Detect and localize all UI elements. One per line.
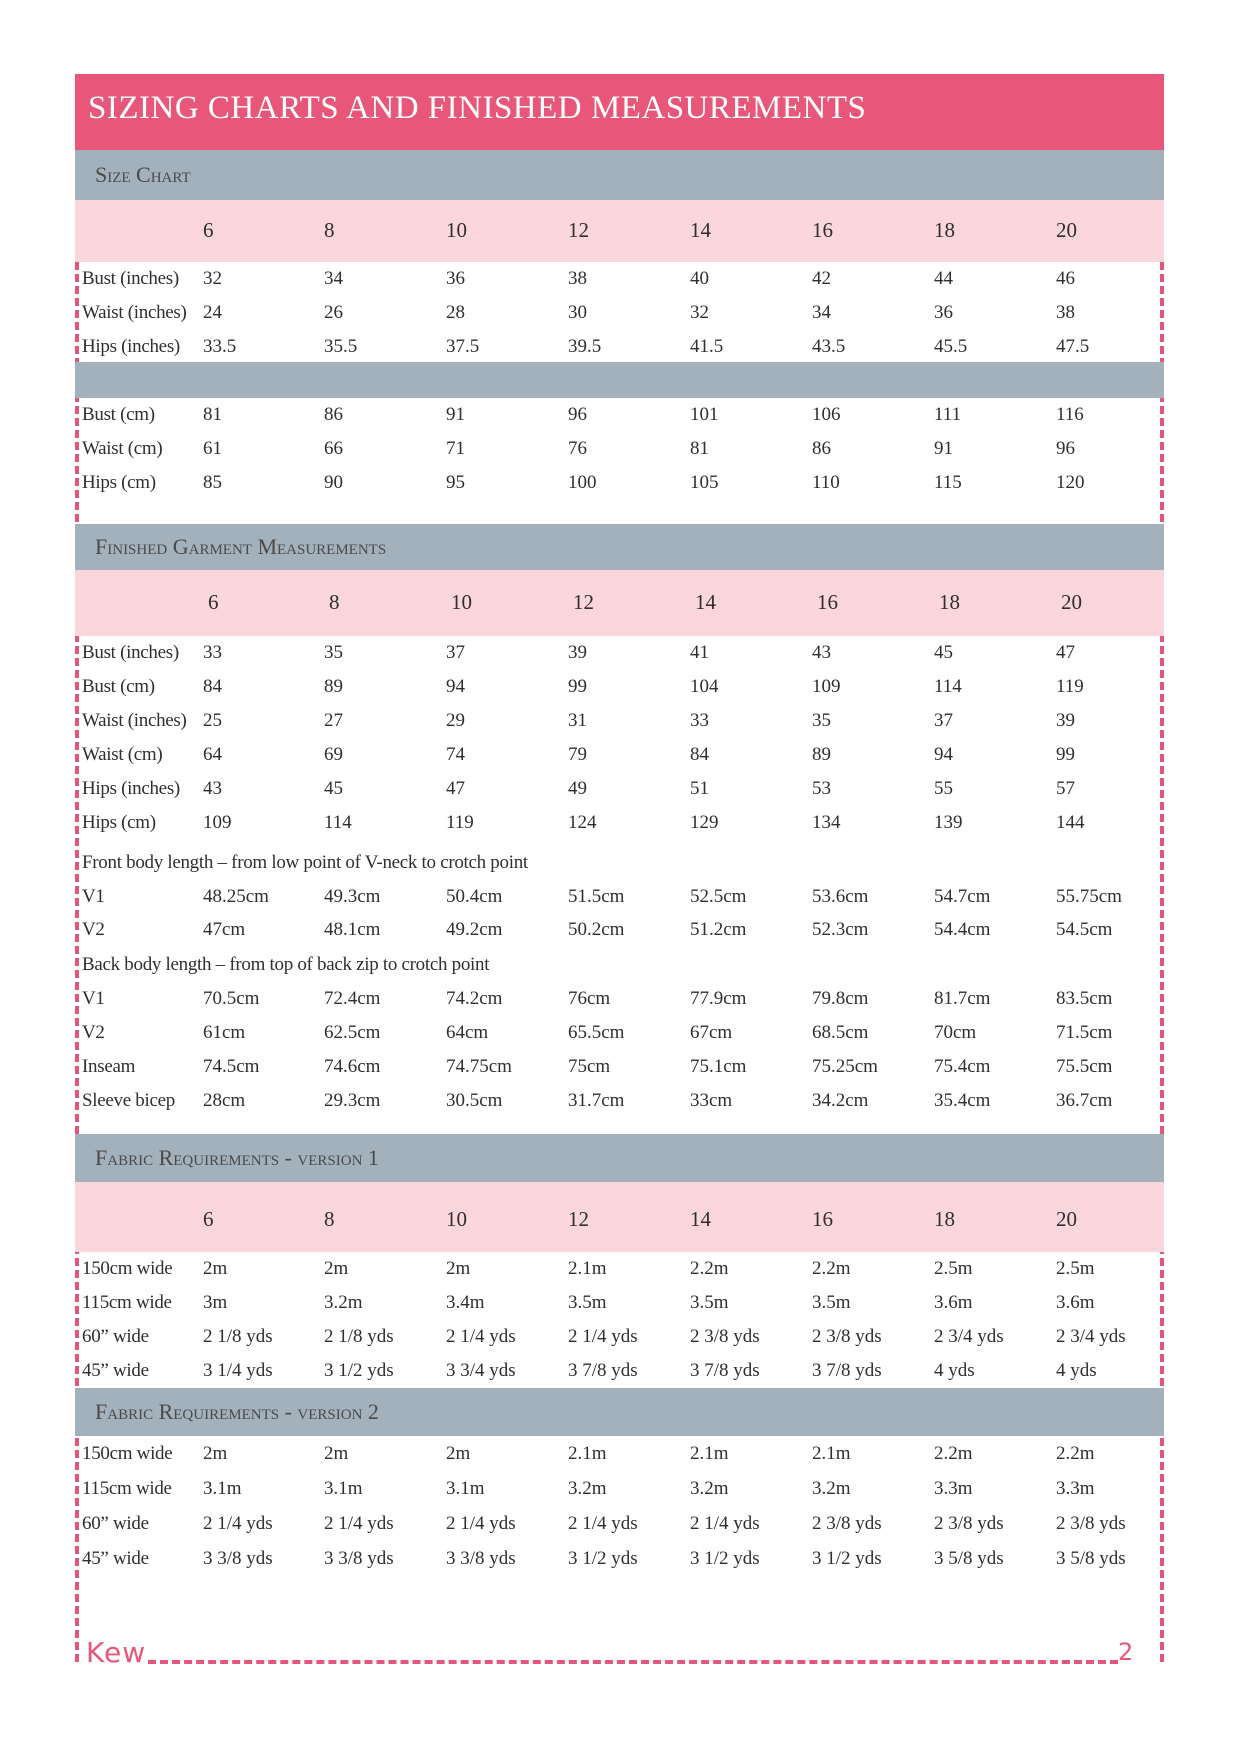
table-cell: 90 xyxy=(324,472,343,493)
section-header-finished xyxy=(75,524,1164,570)
table-cell: 29 xyxy=(446,710,465,731)
size-label: 8 xyxy=(324,218,335,242)
table-cell: 42 xyxy=(812,268,831,289)
table-cell: 33.5 xyxy=(203,336,237,357)
table-cell: 30.5cm xyxy=(446,1090,503,1111)
table-cell: 2 1/4 yds xyxy=(690,1513,760,1534)
table-cell: 3.2m xyxy=(324,1292,363,1313)
row-label: 115cm wide xyxy=(82,1292,172,1313)
table-cell: 3m xyxy=(203,1292,228,1313)
size-label: 6 xyxy=(203,218,214,242)
table-cell: 35.5 xyxy=(324,336,358,357)
table-cell: 2.2m xyxy=(690,1258,729,1279)
table-cell: 28cm xyxy=(203,1090,246,1111)
table-cell: 75.5cm xyxy=(1056,1056,1113,1077)
row-label: Inseam xyxy=(82,1056,136,1077)
table-cell: 53.6cm xyxy=(812,886,869,907)
table-cell: 119 xyxy=(446,812,474,833)
table-cell: 74.75cm xyxy=(446,1056,512,1077)
table-cell: 3 1/2 yds xyxy=(324,1360,394,1381)
table-cell: 31 xyxy=(568,710,587,731)
table-cell: 129 xyxy=(690,812,719,833)
size-label: 20 xyxy=(1061,590,1082,614)
table-cell: 86 xyxy=(324,404,343,425)
row-label: Sleeve bicep xyxy=(82,1090,175,1111)
dashed-border-left xyxy=(75,262,79,1662)
table-cell: 3 3/8 yds xyxy=(203,1548,273,1569)
table-cell: 2 1/8 yds xyxy=(324,1326,394,1347)
size-header-row xyxy=(75,200,1164,262)
table-cell: 27 xyxy=(324,710,343,731)
table-cell: 4 yds xyxy=(934,1360,975,1381)
row-label: V1 xyxy=(82,886,105,907)
table-cell: 83.5cm xyxy=(1056,988,1113,1009)
table-cell: 54.4cm xyxy=(934,919,991,940)
size-label: 18 xyxy=(934,218,955,242)
table-cell: 2.1m xyxy=(568,1443,607,1464)
table-cell: 50.2cm xyxy=(568,919,625,940)
table-cell: 70cm xyxy=(934,1022,977,1043)
table-cell: 94 xyxy=(446,676,465,697)
table-cell: 89 xyxy=(324,676,343,697)
row-label: Waist (inches) xyxy=(82,710,187,731)
row-label: 150cm wide xyxy=(82,1443,173,1464)
table-cell: 52.5cm xyxy=(690,886,747,907)
table-cell: 43 xyxy=(812,642,831,663)
table-cell: 77.9cm xyxy=(690,988,747,1009)
size-label: 14 xyxy=(690,218,711,242)
section-title: Size Chart xyxy=(95,162,191,187)
table-cell: 114 xyxy=(934,676,962,697)
row-label: Bust (inches) xyxy=(82,268,179,289)
table-cell: 36.7cm xyxy=(1056,1090,1113,1111)
table-cell: 45 xyxy=(934,642,953,663)
size-label: 14 xyxy=(695,590,716,614)
table-cell: 31.7cm xyxy=(568,1090,625,1111)
table-cell: 47cm xyxy=(203,919,246,940)
table-cell: 50.4cm xyxy=(446,886,503,907)
table-cell: 35 xyxy=(812,710,831,731)
table-cell: 47 xyxy=(446,778,465,799)
table-cell: 35.4cm xyxy=(934,1090,991,1111)
back-length-note: Back body length – from top of back zip to crotch point xyxy=(82,954,490,975)
table-cell: 61cm xyxy=(203,1022,246,1043)
table-cell: 33cm xyxy=(690,1090,733,1111)
table-cell: 3.5m xyxy=(690,1292,729,1313)
table-cell: 2 1/4 yds xyxy=(446,1513,516,1534)
table-cell: 32 xyxy=(690,302,709,323)
size-label: 18 xyxy=(934,1207,955,1231)
table-cell: 2 3/8 yds xyxy=(812,1326,882,1347)
table-cell: 36 xyxy=(934,302,953,323)
table-cell: 4 yds xyxy=(1056,1360,1097,1381)
pattern-name: Kew xyxy=(86,1636,147,1669)
table-cell: 35 xyxy=(324,642,343,663)
table-cell: 3 1/2 yds xyxy=(690,1548,760,1569)
page-number: 2 xyxy=(1118,1638,1134,1666)
table-cell: 39.5 xyxy=(568,336,602,357)
table-cell: 109 xyxy=(812,676,841,697)
row-label: 45” wide xyxy=(82,1360,149,1381)
size-label: 14 xyxy=(690,1207,711,1231)
table-cell: 3 7/8 yds xyxy=(568,1360,638,1381)
table-cell: 3 1/2 yds xyxy=(568,1548,638,1569)
row-label: 150cm wide xyxy=(82,1258,173,1279)
table-cell: 54.7cm xyxy=(934,886,991,907)
table-cell: 144 xyxy=(1056,812,1085,833)
table-cell: 44 xyxy=(934,268,953,289)
table-cell: 3.2m xyxy=(690,1478,729,1499)
table-cell: 115 xyxy=(934,472,962,493)
table-cell: 29.3cm xyxy=(324,1090,381,1111)
size-label: 10 xyxy=(446,218,467,242)
table-cell: 81 xyxy=(690,438,709,459)
dashed-border-bottom xyxy=(148,1660,1118,1664)
table-cell: 3.3m xyxy=(934,1478,973,1499)
table-cell: 2 3/8 yds xyxy=(812,1513,882,1534)
table-cell: 49.3cm xyxy=(324,886,381,907)
table-cell: 2 1/4 yds xyxy=(324,1513,394,1534)
table-cell: 49 xyxy=(568,778,587,799)
section-title: Finished Garment Measurements xyxy=(95,534,387,559)
page-title: SIZING CHARTS AND FINISHED MEASUREMENTS xyxy=(88,90,867,126)
table-cell: 124 xyxy=(568,812,597,833)
row-label: Waist (inches) xyxy=(82,302,187,323)
table-cell: 2 3/8 yds xyxy=(934,1513,1004,1534)
table-cell: 2.1m xyxy=(812,1443,851,1464)
table-cell: 2m xyxy=(446,1258,471,1279)
size-header-row xyxy=(75,570,1164,636)
table-cell: 38 xyxy=(1056,302,1075,323)
table-cell: 39 xyxy=(1056,710,1075,731)
table-cell: 3.3m xyxy=(1056,1478,1095,1499)
table-cell: 2 3/4 yds xyxy=(1056,1326,1126,1347)
row-label: V2 xyxy=(82,919,105,940)
table-cell: 3.1m xyxy=(446,1478,485,1499)
table-cell: 3.4m xyxy=(446,1292,485,1313)
table-cell: 36 xyxy=(446,268,465,289)
section-divider xyxy=(75,362,1164,398)
table-cell: 120 xyxy=(1056,472,1085,493)
size-label: 18 xyxy=(939,590,960,614)
section-header-fabric-v1 xyxy=(75,1134,1164,1182)
table-cell: 64 xyxy=(203,744,222,765)
table-cell: 114 xyxy=(324,812,352,833)
row-label: Bust (cm) xyxy=(82,676,155,697)
size-label: 16 xyxy=(812,218,833,242)
table-cell: 25 xyxy=(203,710,222,731)
row-label: 45” wide xyxy=(82,1548,149,1569)
table-cell: 95 xyxy=(446,472,465,493)
size-label: 20 xyxy=(1056,1207,1077,1231)
row-label: V1 xyxy=(82,988,105,1009)
table-cell: 30 xyxy=(568,302,587,323)
table-cell: 3 3/8 yds xyxy=(446,1548,516,1569)
table-cell: 3.2m xyxy=(568,1478,607,1499)
table-cell: 46 xyxy=(1056,268,1075,289)
table-cell: 74.5cm xyxy=(203,1056,260,1077)
row-label: 115cm wide xyxy=(82,1478,172,1499)
table-cell: 110 xyxy=(812,472,840,493)
table-cell: 71.5cm xyxy=(1056,1022,1113,1043)
table-cell: 105 xyxy=(690,472,719,493)
table-cell: 41.5 xyxy=(690,336,724,357)
row-label: Hips (inches) xyxy=(82,336,180,357)
table-cell: 47.5 xyxy=(1056,336,1090,357)
table-cell: 76 xyxy=(568,438,587,459)
table-cell: 2m xyxy=(324,1443,349,1464)
row-label: 60” wide xyxy=(82,1326,149,1347)
table-cell: 41 xyxy=(690,642,709,663)
table-cell: 2 3/4 yds xyxy=(934,1326,1004,1347)
table-cell: 24 xyxy=(203,302,222,323)
table-cell: 99 xyxy=(1056,744,1075,765)
size-header-row xyxy=(75,1182,1164,1252)
table-cell: 28 xyxy=(446,302,465,323)
table-cell: 109 xyxy=(203,812,232,833)
size-label: 12 xyxy=(568,1207,589,1231)
table-cell: 74.2cm xyxy=(446,988,503,1009)
table-cell: 3 3/4 yds xyxy=(446,1360,516,1381)
table-cell: 79 xyxy=(568,744,587,765)
row-label: Waist (cm) xyxy=(82,438,163,459)
table-cell: 48.25cm xyxy=(203,886,269,907)
page-title-bar xyxy=(75,74,1164,150)
table-cell: 2.2m xyxy=(934,1443,973,1464)
table-cell: 64cm xyxy=(446,1022,489,1043)
row-label: Bust (cm) xyxy=(82,404,155,425)
table-cell: 79.8cm xyxy=(812,988,869,1009)
table-cell: 37 xyxy=(446,642,465,663)
row-label: V2 xyxy=(82,1022,105,1043)
table-cell: 3.6m xyxy=(1056,1292,1095,1313)
table-cell: 39 xyxy=(568,642,587,663)
table-cell: 66 xyxy=(324,438,343,459)
table-cell: 86 xyxy=(812,438,831,459)
table-cell: 104 xyxy=(690,676,719,697)
table-cell: 119 xyxy=(1056,676,1084,697)
table-cell: 96 xyxy=(568,404,587,425)
table-cell: 2.1m xyxy=(568,1258,607,1279)
size-label: 12 xyxy=(568,218,589,242)
table-cell: 89 xyxy=(812,744,831,765)
table-cell: 61 xyxy=(203,438,222,459)
table-cell: 33 xyxy=(203,642,222,663)
table-cell: 74 xyxy=(446,744,465,765)
row-label: Hips (cm) xyxy=(82,812,156,833)
table-cell: 3.5m xyxy=(568,1292,607,1313)
table-cell: 2 3/8 yds xyxy=(690,1326,760,1347)
row-label: Bust (inches) xyxy=(82,642,179,663)
table-cell: 2 1/4 yds xyxy=(568,1326,638,1347)
table-cell: 37 xyxy=(934,710,953,731)
table-cell: 2m xyxy=(203,1443,228,1464)
table-cell: 2m xyxy=(324,1258,349,1279)
table-cell: 81 xyxy=(203,404,222,425)
size-label: 6 xyxy=(208,590,219,614)
table-cell: 55.75cm xyxy=(1056,886,1122,907)
table-cell: 62.5cm xyxy=(324,1022,381,1043)
table-cell: 26 xyxy=(324,302,343,323)
row-label: 60” wide xyxy=(82,1513,149,1534)
section-title: Fabric Requirements - version 2 xyxy=(95,1399,379,1424)
table-cell: 2 1/4 yds xyxy=(446,1326,516,1347)
table-cell: 111 xyxy=(934,404,962,425)
size-label: 8 xyxy=(324,1207,335,1231)
table-cell: 3.5m xyxy=(812,1292,851,1313)
table-cell: 3 7/8 yds xyxy=(812,1360,882,1381)
table-cell: 94 xyxy=(934,744,953,765)
table-cell: 55 xyxy=(934,778,953,799)
table-cell: 3 1/4 yds xyxy=(203,1360,273,1381)
table-cell: 72.4cm xyxy=(324,988,381,1009)
front-length-note: Front body length – from low point of V-neck to crotch point xyxy=(82,852,528,873)
table-cell: 48.1cm xyxy=(324,919,381,940)
table-cell: 53 xyxy=(812,778,831,799)
table-cell: 76cm xyxy=(568,988,611,1009)
table-cell: 134 xyxy=(812,812,841,833)
table-cell: 75.1cm xyxy=(690,1056,747,1077)
table-cell: 51.5cm xyxy=(568,886,625,907)
table-cell: 84 xyxy=(203,676,222,697)
section-title: Fabric Requirements - version 1 xyxy=(95,1145,379,1170)
table-cell: 75cm xyxy=(568,1056,611,1077)
size-label: 12 xyxy=(573,590,594,614)
table-cell: 3 7/8 yds xyxy=(690,1360,760,1381)
table-cell: 45.5 xyxy=(934,336,968,357)
table-cell: 2 3/8 yds xyxy=(1056,1513,1126,1534)
size-label: 10 xyxy=(451,590,472,614)
table-cell: 51 xyxy=(690,778,709,799)
table-cell: 3.2m xyxy=(812,1478,851,1499)
table-cell: 2.5m xyxy=(1056,1258,1095,1279)
table-cell: 2.2m xyxy=(812,1258,851,1279)
table-cell: 2m xyxy=(203,1258,228,1279)
table-cell: 2.1m xyxy=(690,1443,729,1464)
dashed-border-right xyxy=(1160,262,1164,1662)
table-cell: 57 xyxy=(1056,778,1075,799)
table-cell: 100 xyxy=(568,472,597,493)
table-cell: 49.2cm xyxy=(446,919,503,940)
table-cell: 106 xyxy=(812,404,841,425)
table-cell: 34 xyxy=(812,302,831,323)
row-label: Waist (cm) xyxy=(82,744,163,765)
table-cell: 2 1/4 yds xyxy=(203,1513,273,1534)
table-cell: 2 1/4 yds xyxy=(568,1513,638,1534)
table-cell: 99 xyxy=(568,676,587,697)
table-cell: 51.2cm xyxy=(690,919,747,940)
table-cell: 45 xyxy=(324,778,343,799)
table-cell: 3.1m xyxy=(203,1478,242,1499)
size-label: 20 xyxy=(1056,218,1077,242)
size-label: 16 xyxy=(812,1207,833,1231)
table-cell: 68.5cm xyxy=(812,1022,869,1043)
table-cell: 40 xyxy=(690,268,709,289)
table-cell: 38 xyxy=(568,268,587,289)
table-cell: 91 xyxy=(934,438,953,459)
table-cell: 3 1/2 yds xyxy=(812,1548,882,1569)
table-cell: 2 1/8 yds xyxy=(203,1326,273,1347)
table-cell: 81.7cm xyxy=(934,988,991,1009)
table-cell: 101 xyxy=(690,404,719,425)
size-label: 16 xyxy=(817,590,838,614)
table-cell: 96 xyxy=(1056,438,1075,459)
table-cell: 43.5 xyxy=(812,336,846,357)
table-cell: 65.5cm xyxy=(568,1022,625,1043)
table-cell: 52.3cm xyxy=(812,919,869,940)
table-cell: 75.25cm xyxy=(812,1056,878,1077)
table-cell: 34 xyxy=(324,268,343,289)
table-cell: 43 xyxy=(203,778,222,799)
table-cell: 3 3/8 yds xyxy=(324,1548,394,1569)
table-cell: 71 xyxy=(446,438,465,459)
table-cell: 3 5/8 yds xyxy=(1056,1548,1126,1569)
size-label: 6 xyxy=(203,1207,214,1231)
row-label: Hips (inches) xyxy=(82,778,180,799)
table-cell: 85 xyxy=(203,472,222,493)
section-header-fabric-v2 xyxy=(75,1388,1164,1436)
table-cell: 91 xyxy=(446,404,465,425)
table-cell: 2m xyxy=(446,1443,471,1464)
size-label: 10 xyxy=(446,1207,467,1231)
table-cell: 116 xyxy=(1056,404,1084,425)
table-cell: 34.2cm xyxy=(812,1090,869,1111)
table-cell: 37.5 xyxy=(446,336,480,357)
table-cell: 69 xyxy=(324,744,343,765)
table-cell: 32 xyxy=(203,268,222,289)
table-cell: 67cm xyxy=(690,1022,733,1043)
table-cell: 3 5/8 yds xyxy=(934,1548,1004,1569)
table-cell: 47 xyxy=(1056,642,1075,663)
table-cell: 74.6cm xyxy=(324,1056,381,1077)
table-cell: 84 xyxy=(690,744,709,765)
table-cell: 33 xyxy=(690,710,709,731)
table-cell: 2.2m xyxy=(1056,1443,1095,1464)
table-cell: 3.6m xyxy=(934,1292,973,1313)
section-header-size-chart xyxy=(75,150,1164,200)
table-cell: 75.4cm xyxy=(934,1056,991,1077)
row-label: Hips (cm) xyxy=(82,472,156,493)
table-cell: 70.5cm xyxy=(203,988,260,1009)
table-cell: 54.5cm xyxy=(1056,919,1113,940)
size-label: 8 xyxy=(329,590,340,614)
table-cell: 2.5m xyxy=(934,1258,973,1279)
table-cell: 3.1m xyxy=(324,1478,363,1499)
table-cell: 139 xyxy=(934,812,963,833)
